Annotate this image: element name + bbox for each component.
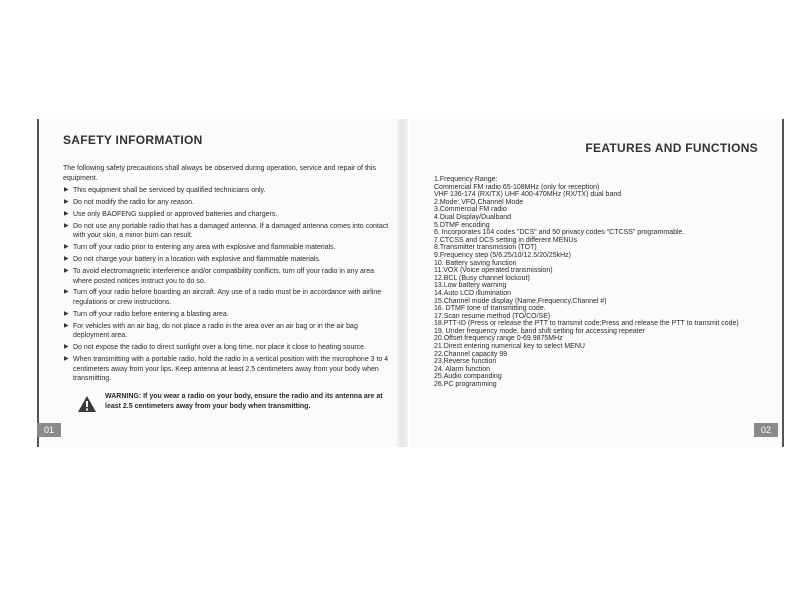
list-item: ▶ This equipment shall be serviced by qualified technicians only. — [64, 187, 266, 194]
list-item: Commercial FM radio 65-108MHz (only for reception) — [434, 183, 600, 191]
page-number: 01 — [37, 423, 61, 437]
bullet-arrow-icon: ▶ — [64, 322, 69, 329]
list-item: 4.Dual Display/Dualband — [434, 213, 512, 221]
list-item: 11.VOX (Voice operated transmission) — [434, 267, 553, 275]
list-item: ▶ When transmitting with a portable radio, hold the radio in a vertical position with the microphone 3 to 4 centimeters away from your lips. Keep antenna at least 2.5 centimeters away from your body when transmitting. — [64, 356, 389, 383]
page-number: 02 — [754, 423, 778, 437]
list-item: 26.PC programming — [434, 381, 497, 389]
list-item: 2.Mode: VFO,Channel Mode — [434, 198, 524, 206]
list-item: VHF 136-174 (RX/TX) UHF 400-470MHz (RX/TX) dual band — [434, 191, 622, 199]
list-item: ▶ For vehicles with an air bag, do not place a radio in the area over an air bag or in the air bag deployment area. — [64, 322, 358, 340]
list-item: 21.Direct entering numerical key to select MENU — [434, 343, 585, 351]
bullet-arrow-icon: ▶ — [64, 289, 69, 296]
bullet-arrow-icon: ▶ — [64, 310, 69, 317]
features-heading: FEATURES AND FUNCTIONS — [585, 141, 758, 155]
bullet-arrow-icon: ▶ — [64, 344, 69, 351]
safety-intro: The following safety precautions shall always be observed during operation, service and repair of this equipment. — [63, 165, 376, 182]
list-item: ▶ To avoid electromagnetic interference and/or compatibility conflicts, turn off your radio in any area where posted notices instruct you to do so. — [64, 267, 375, 285]
list-item: 16. DTMF tone of transmitting code. — [434, 305, 546, 313]
list-item: 1.Frequency Range: — [434, 176, 498, 183]
list-item: 3.Commercial FM radio — [434, 206, 507, 214]
bullet-arrow-icon: ▶ — [64, 198, 69, 205]
list-item: 13.Low battery warning — [434, 282, 507, 290]
list-item: 25.Audio companding — [434, 373, 502, 381]
list-item: ▶ Turn off your radio before boarding an aircraft. Any use of a radio must be in accordance with airline regulations or crew instructions. — [64, 289, 382, 307]
bullet-arrow-icon: ▶ — [64, 267, 69, 274]
list-item: 6. Incorporates 104 codes "DCS" and 50 privacy codes "CTCSS" programmable. — [434, 229, 685, 237]
list-item: ▶ Do not expose the radio to direct sunlight over a long time, nor place it close to heating source. — [64, 344, 367, 352]
safety-list — [63, 186, 393, 386]
left-page — [37, 119, 397, 447]
list-item: 14.Auto LCD illumination — [434, 289, 512, 297]
list-item: 23.Reverse function — [434, 358, 497, 366]
list-item: 19. Under frequency mode, band shift setting for accessing repeater — [434, 327, 645, 335]
bullet-arrow-icon: ▶ — [64, 187, 69, 193]
list-item: 8.Transmitter transmission (TOT) — [434, 244, 537, 252]
bullet-arrow-icon: ▶ — [64, 222, 69, 229]
list-item: 10. Battery saving function — [434, 259, 517, 267]
book-spine — [397, 119, 408, 447]
safety-heading: SAFETY INFORMATION — [63, 133, 203, 147]
list-item: 9.Frequency step (5/6.25/10/12.5/20/25kHz) — [434, 251, 571, 259]
bullet-arrow-icon: ▶ — [64, 256, 69, 263]
bullet-arrow-icon: ▶ — [64, 210, 69, 217]
list-item: ▶ Do not charge your battery in a location with explosive and flammable materials. — [64, 256, 321, 264]
list-item: ▶ Do not modify the radio for any reason. — [64, 198, 195, 206]
bullet-arrow-icon: ▶ — [64, 356, 69, 363]
list-item: 20.Offset frequency range 0-69.9875MHz — [434, 335, 563, 343]
list-item: 18.PTT-ID (Press or release the PTT to transmit code;Press and release the PTT to transmit code) — [434, 320, 739, 328]
list-item: 22.Channel capacity 99 — [434, 350, 508, 358]
list-item: 24. Alarm function — [434, 365, 491, 373]
list-item: ▶ Do not use any portable radio that has a damaged antenna. If a damaged antenna comes into contact with your skin, a minor burn can result. — [64, 222, 389, 240]
features-list — [434, 176, 779, 389]
list-item: 17.Scan resume method (TO/CO/SE) — [434, 312, 551, 320]
list-item: 5.DTMF encoding — [434, 221, 490, 229]
list-item: ▶ Turn off your radio prior to entering any area with explosive and flammable materials. — [64, 244, 336, 252]
right-page — [410, 119, 784, 447]
bullet-arrow-icon: ▶ — [64, 244, 69, 251]
list-item: 15.Channel mode display (Name,Frequency,Channel #) — [434, 297, 607, 305]
list-item: 7.CTCSS and DCS setting in different MENUs — [434, 236, 578, 244]
warning-text: WARNING: If you wear a radio on your body, ensure the radio and its antenna are at least 2.5 centimeters away from your body when transmitting. — [105, 393, 383, 410]
list-item: ▶ Turn off your radio before entering a blasting area. — [64, 310, 229, 318]
list-item: ▶ Use only BAOFENG supplied or approved batteries and chargers. — [64, 210, 278, 218]
warning-triangle-icon — [77, 395, 97, 413]
list-item: 12.BCL (Busy channel lockout) — [434, 274, 530, 282]
